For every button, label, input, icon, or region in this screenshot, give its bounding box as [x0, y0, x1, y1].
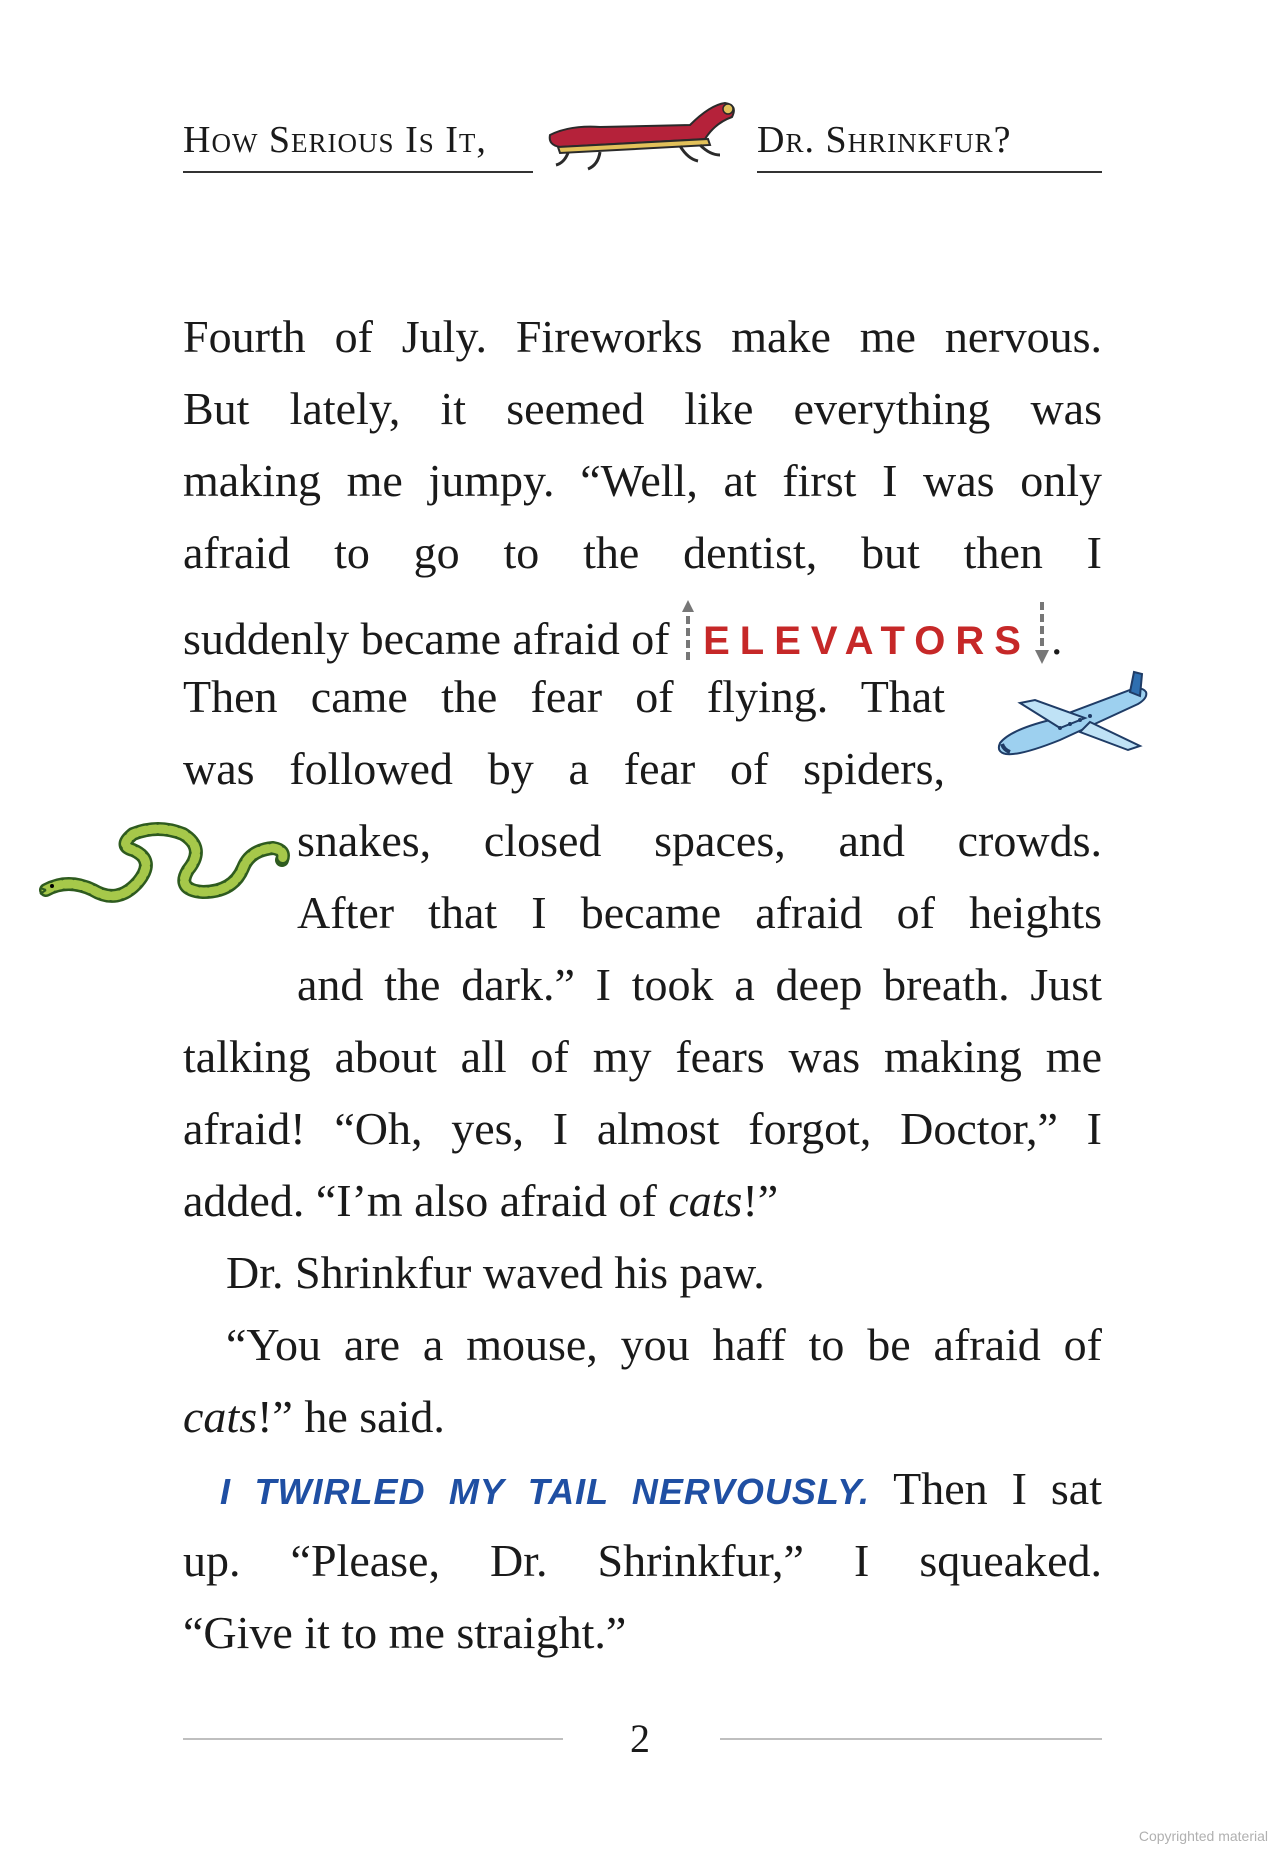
footer-rule-left — [183, 1738, 563, 1740]
footer-rule-right — [720, 1738, 1102, 1740]
text-line: snakes, closed spaces, and crowds. — [297, 815, 1102, 866]
text-line: up. “Please, Dr. Shrinkfur,” I squeaked. — [183, 1535, 1102, 1586]
text-fragment: !” — [742, 1175, 779, 1226]
text-line: afraid! “Oh, yes, I almost forgot, Doctor,” I — [183, 1103, 1102, 1154]
emphasis: cats — [183, 1391, 258, 1442]
text-line: Dr. Shrinkfur waved his paw. — [226, 1247, 765, 1298]
header-rule-right — [757, 171, 1102, 173]
text-line: afraid to go to the dentist, but then I — [183, 527, 1102, 578]
text-line — [183, 1390, 1102, 1444]
text-fragment: added. “I’m also afraid of — [183, 1175, 669, 1226]
text-fragment: Then I sat — [869, 1463, 1103, 1514]
airplane-icon — [990, 668, 1155, 763]
couch-icon — [540, 95, 745, 175]
text-line: But lately, it seemed like everything was — [183, 383, 1102, 434]
text-line: “You are a mouse, you haff to be afraid of — [226, 1319, 1102, 1370]
text-line — [220, 1462, 1102, 1516]
text-line: After that I became afraid of heights — [297, 887, 1102, 938]
running-header-left: How Serious Is It, — [183, 119, 487, 161]
text-fragment: suddenly became afraid of — [183, 613, 682, 664]
text-line: talking about all of my fears was making me — [183, 1031, 1102, 1082]
elevators-illustration — [681, 598, 1051, 668]
handwritten-text: I TWIRLED MY TAIL NERVOUSLY. — [220, 1471, 870, 1512]
copyright-notice: Copyrighted material — [1138, 1828, 1268, 1844]
snake-icon — [38, 820, 293, 920]
text-line: making me jumpy. “Well, at first I was only — [183, 455, 1102, 506]
text-line — [183, 1174, 1102, 1228]
elevator-down-arrow-icon — [1033, 598, 1051, 668]
text-fragment: . — [1050, 613, 1063, 664]
elevator-up-arrow-icon — [681, 598, 695, 668]
text-line: and the dark.” I took a deep breath. Just — [297, 959, 1102, 1010]
running-header-right: Dr. Shrinkfur? — [757, 119, 1012, 161]
text-line: Fourth of July. Fireworks make me nervous. — [183, 311, 1102, 362]
page-number: 2 — [630, 1716, 650, 1761]
elevators-word: ELEVATORS — [703, 619, 1031, 663]
text-line — [183, 598, 1102, 664]
text-line: “Give it to me straight.” — [183, 1607, 627, 1658]
text-line: Then came the fear of flying. That — [183, 671, 945, 722]
header-rule-left — [183, 171, 533, 173]
emphasis: cats — [668, 1175, 743, 1226]
text-line: was followed by a fear of spiders, — [183, 743, 945, 794]
text-fragment: !” he said. — [257, 1391, 445, 1442]
